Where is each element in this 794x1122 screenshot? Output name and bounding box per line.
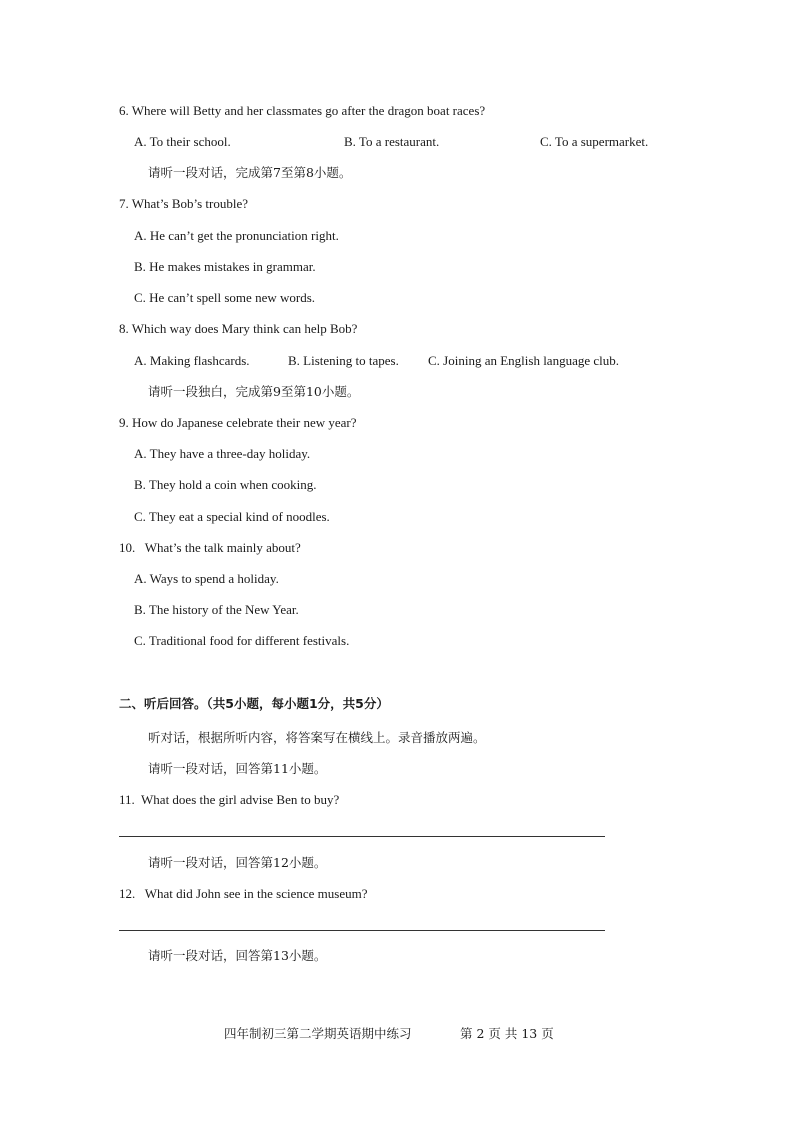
footer-page-number: 第 2 页 共 13 页 xyxy=(460,1026,554,1041)
q8-option-b: B. Listening to tapes. xyxy=(288,353,399,368)
instruction-7-8: 请听一段对话，完成第7至第8小题。 xyxy=(148,165,352,180)
footer-title: 四年制初三第二学期英语期中练习 xyxy=(224,1026,412,1041)
instruction-13: 请听一段对话，回答第13小题。 xyxy=(148,948,327,963)
q6-option-a: A. To their school. xyxy=(134,134,231,149)
q12-question: 12. What did John see in the science museum? xyxy=(119,886,368,901)
q7-question: 7. What’s Bob’s trouble? xyxy=(119,196,249,211)
q8-question: 8. Which way does Mary think can help Bob? xyxy=(119,321,358,336)
q7-option-c: C. He can’t spell some new words. xyxy=(134,290,316,305)
q11-answer-line[interactable] xyxy=(119,836,605,837)
q6-option-b: B. To a restaurant. xyxy=(344,134,440,149)
section2-instruction: 听对话，根据所听内容，将答案写在横线上。录音播放两遍。 xyxy=(148,730,486,745)
q7-option-b: B. He makes mistakes in grammar. xyxy=(134,259,316,274)
q7-option-a: A. He can’t get the pronunciation right. xyxy=(134,228,339,243)
q9-option-b: B. They hold a coin when cooking. xyxy=(134,477,317,492)
q12-answer-line[interactable] xyxy=(119,930,605,931)
q6-option-c: C. To a supermarket. xyxy=(540,134,649,149)
q11-question: 11. What does the girl advise Ben to buy? xyxy=(119,792,340,807)
q8-option-a: A. Making flashcards. xyxy=(134,353,250,368)
q10-option-b: B. The history of the New Year. xyxy=(134,602,299,617)
section2-heading: 二、听后回答。（共5小题，每小题1分，共5分） xyxy=(119,696,389,711)
q10-question: 10. What’s the talk mainly about? xyxy=(119,540,301,555)
q6-question: 6. Where will Betty and her classmates go after the dragon boat races? xyxy=(119,103,486,118)
instruction-12: 请听一段对话，回答第12小题。 xyxy=(148,855,327,870)
q10-option-c: C. Traditional food for different festivals. xyxy=(134,633,350,648)
q9-option-a: A. They have a three-day holiday. xyxy=(134,446,311,461)
q9-option-c: C. They eat a special kind of noodles. xyxy=(134,509,330,524)
q9-question: 9. How do Japanese celebrate their new year? xyxy=(119,415,357,430)
instruction-9-10: 请听一段独白，完成第9至第10小题。 xyxy=(148,384,360,399)
instruction-11: 请听一段对话，回答第11小题。 xyxy=(148,761,327,776)
q10-option-a: A. Ways to spend a holiday. xyxy=(134,571,279,586)
q8-option-c: C. Joining an English language club. xyxy=(428,353,620,368)
